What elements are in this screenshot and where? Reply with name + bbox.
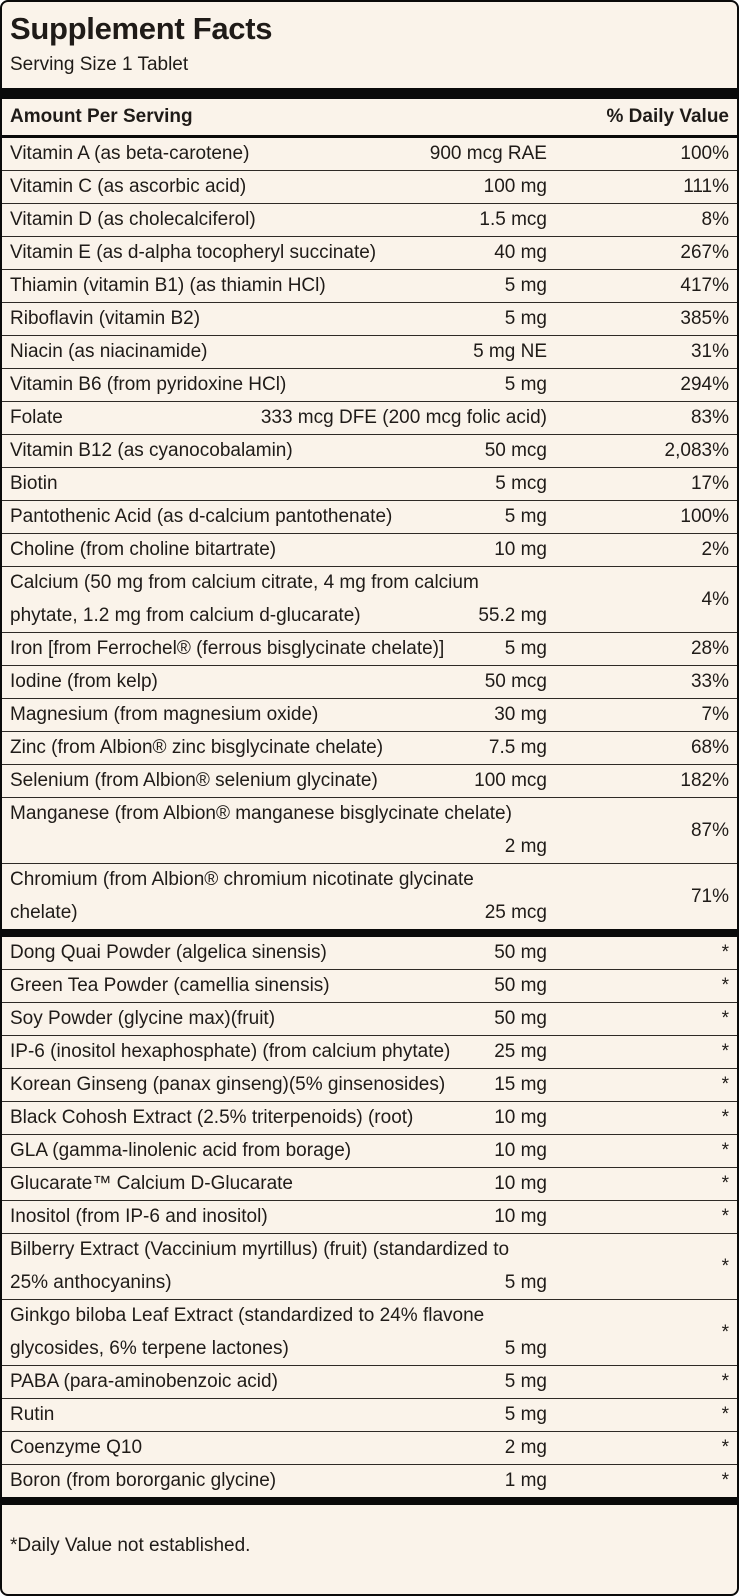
ingredient-cell <box>10 369 547 401</box>
ingredient-name-continued: glycosides, 6% terpene lactones) <box>10 1338 289 1359</box>
ingredient-name: Iodine (from kelp) <box>10 671 158 692</box>
serving-size: Serving Size 1 Tablet <box>10 54 189 75</box>
ingredient-name: Zinc (from Albion® zinc bisglycinate chelate) <box>10 737 384 758</box>
table-row <box>2 336 737 369</box>
ingredient-name: PABA (para-aminobenzoic acid) <box>10 1371 278 1392</box>
table-row <box>2 171 737 204</box>
ingredient-amount: 2 mg <box>504 836 547 857</box>
ingredient-name: Pantothenic Acid (as d-calcium pantothenate) <box>10 506 393 527</box>
ingredient-cell <box>10 765 547 797</box>
table-row <box>2 699 737 732</box>
ingredient-name: Bilberry Extract (Vaccinium myrtillus) (fruit) (standardized to <box>10 1239 510 1260</box>
daily-value: * <box>721 1074 729 1095</box>
divider-thick-middle <box>2 929 737 937</box>
ingredient-cell <box>10 798 547 863</box>
divider-thick-top <box>2 88 737 99</box>
ingredient-amount: 25 mcg <box>484 902 547 923</box>
ingredient-cell <box>10 534 547 566</box>
ingredient-name: Iron [from Ferrochel® (ferrous bisglycinate chelate)] <box>10 638 445 659</box>
daily-value: 100% <box>680 143 729 164</box>
daily-value: 2,083% <box>664 440 729 461</box>
table-row <box>2 237 737 270</box>
ingredient-name: Manganese (from Albion® manganese bisglycinate chelate) <box>10 803 512 824</box>
table-row <box>2 732 737 765</box>
ingredient-name: Vitamin B12 (as cyanocobalamin) <box>10 440 293 461</box>
ingredient-name-continued: 25% anthocyanins) <box>10 1272 172 1293</box>
ingredient-cell <box>10 1201 547 1233</box>
ingredient-amount: 5 mg <box>504 1272 547 1293</box>
ingredient-name: Inositol (from IP-6 and inositol) <box>10 1206 268 1227</box>
ingredient-cell <box>10 336 547 368</box>
daily-value: 83% <box>690 407 729 428</box>
ingredient-cell <box>10 1366 547 1398</box>
daily-value: 267% <box>680 242 729 263</box>
ingredient-name: Choline (from choline bitartrate) <box>10 539 277 560</box>
ingredient-cell <box>10 1168 547 1200</box>
ingredient-amount: 2 mg <box>504 1437 547 1458</box>
daily-value: 28% <box>690 638 729 659</box>
table-row <box>2 567 737 633</box>
ingredient-name: GLA (gamma-linolenic acid from borage) <box>10 1140 352 1161</box>
daily-value: 2% <box>701 539 729 560</box>
ingredient-name: Boron (from bororganic glycine) <box>10 1470 277 1491</box>
daily-value: 111% <box>683 176 729 197</box>
daily-value: 87% <box>690 819 729 841</box>
ingredient-cell <box>10 970 547 1002</box>
daily-value: 17% <box>690 473 729 494</box>
ingredient-name: Magnesium (from magnesium oxide) <box>10 704 319 725</box>
ingredient-cell <box>10 633 547 665</box>
ingredient-cell <box>10 171 547 203</box>
ingredient-amount: 7.5 mg <box>488 737 547 758</box>
ingredient-name: Korean Ginseng (panax ginseng)(5% ginsenosides) <box>10 1074 446 1095</box>
table-row <box>2 1168 737 1201</box>
table-row <box>2 1234 737 1300</box>
ingredient-amount: 30 mg <box>494 704 547 725</box>
ingredient-amount: 50 mg <box>494 1008 547 1029</box>
daily-value: * <box>721 1206 729 1227</box>
ingredient-amount: 5 mg <box>504 275 547 296</box>
ingredient-amount: 5 mg <box>504 374 547 395</box>
ingredient-cell <box>10 1069 547 1101</box>
table-row <box>2 1003 737 1036</box>
ingredient-name: Green Tea Powder (camellia sinensis) <box>10 975 330 996</box>
table-row <box>2 864 737 929</box>
ingredient-amount: 50 mg <box>494 942 547 963</box>
ingredient-name: Black Cohosh Extract (2.5% triterpenoids) (root) <box>10 1107 414 1128</box>
table-header <box>2 99 737 138</box>
daily-value: 4% <box>701 588 729 610</box>
amount-per-serving-header: Amount Per Serving <box>10 106 193 127</box>
table-row <box>2 1432 737 1465</box>
ingredient-amount: 50 mcg <box>484 671 547 692</box>
ingredient-name: Selenium (from Albion® selenium glycinate) <box>10 770 378 791</box>
footnote: *Daily Value not established. <box>10 1535 251 1556</box>
ingredient-cell <box>10 567 547 632</box>
ingredient-amount: 15 mg <box>494 1074 547 1095</box>
table-row <box>2 1102 737 1135</box>
ingredient-name-continued: phytate, 1.2 mg from calcium d-glucarate) <box>10 605 361 626</box>
ingredient-amount: 1 mg <box>504 1470 547 1491</box>
table-row <box>2 1300 737 1366</box>
ingredient-cell <box>10 1300 547 1365</box>
table-row <box>2 138 737 171</box>
table-row <box>2 402 737 435</box>
ingredient-amount: 900 mcg RAE <box>429 143 547 164</box>
table-row <box>2 369 737 402</box>
ingredient-cell <box>10 864 547 929</box>
table-row <box>2 633 737 666</box>
ingredient-name: IP-6 (inositol hexaphosphate) (from calcium phytate) <box>10 1041 451 1062</box>
ingredient-cell <box>10 1003 547 1035</box>
ingredient-cell <box>10 732 547 764</box>
table-row <box>2 1399 737 1432</box>
ingredient-name: Dong Quai Powder (algelica sinensis) <box>10 942 327 963</box>
table-row <box>2 204 737 237</box>
ingredient-cell <box>10 501 547 533</box>
daily-value: * <box>721 975 729 996</box>
daily-value: * <box>721 1255 729 1277</box>
table-row <box>2 435 737 468</box>
ingredient-cell <box>10 937 547 969</box>
daily-value: 7% <box>701 704 729 725</box>
table-row <box>2 303 737 336</box>
ingredient-cell <box>10 237 547 269</box>
ingredient-name: Vitamin A (as beta-carotene) <box>10 143 250 164</box>
daily-value: 385% <box>680 308 729 329</box>
page-title: Supplement Facts <box>10 11 273 46</box>
ingredient-amount: 5 mg <box>504 1371 547 1392</box>
ingredient-amount: 5 mg NE <box>473 341 547 362</box>
table-row <box>2 1036 737 1069</box>
daily-value: * <box>721 1041 729 1062</box>
daily-value: 31% <box>690 341 729 362</box>
ingredient-cell <box>10 204 547 236</box>
daily-value: * <box>721 942 729 963</box>
botanicals-section <box>2 937 737 1497</box>
table-row <box>2 970 737 1003</box>
ingredient-name: Soy Powder (glycine max)(fruit) <box>10 1008 276 1029</box>
daily-value: * <box>721 1173 729 1194</box>
ingredient-amount: 10 mg <box>494 1107 547 1128</box>
table-row <box>2 270 737 303</box>
nutrients-section <box>2 138 737 929</box>
table-row <box>2 666 737 699</box>
table-row <box>2 1465 737 1497</box>
ingredient-amount: 5 mg <box>504 638 547 659</box>
ingredient-amount: 10 mg <box>494 539 547 560</box>
ingredient-cell <box>10 1036 547 1068</box>
ingredient-name: Biotin <box>10 473 58 494</box>
daily-value: 417% <box>680 275 729 296</box>
ingredient-amount: 50 mcg <box>484 440 547 461</box>
ingredient-name: Ginkgo biloba Leaf Extract (standardized to 24% flavone <box>10 1305 485 1326</box>
table-row <box>2 1201 737 1234</box>
ingredient-cell <box>10 270 547 302</box>
ingredient-cell <box>10 303 547 335</box>
ingredient-name: Vitamin E (as d-alpha tocopheryl succinate) <box>10 242 377 263</box>
ingredient-amount: 5 mcg <box>495 473 547 494</box>
ingredient-name: Chromium (from Albion® chromium nicotinate glycinate <box>10 869 474 890</box>
ingredient-amount: 10 mg <box>494 1206 547 1227</box>
table-row <box>2 501 737 534</box>
daily-value: 71% <box>690 885 729 907</box>
table-row <box>2 1135 737 1168</box>
ingredient-amount: 5 mg <box>504 1404 547 1425</box>
ingredient-amount: 25 mg <box>494 1041 547 1062</box>
ingredient-cell <box>10 138 547 170</box>
ingredient-name: Calcium (50 mg from calcium citrate, 4 mg from calcium <box>10 572 479 593</box>
ingredient-name: Vitamin B6 (from pyridoxine HCl) <box>10 374 287 395</box>
ingredient-amount: 5 mg <box>504 1338 547 1359</box>
ingredient-name: Riboflavin (vitamin B2) <box>10 308 201 329</box>
ingredient-amount: 100 mg <box>483 176 547 197</box>
ingredient-amount: 5 mg <box>504 308 547 329</box>
ingredient-cell <box>10 1465 547 1497</box>
table-row <box>2 534 737 567</box>
ingredient-cell <box>10 435 547 467</box>
ingredient-amount: 100 mcg <box>474 770 547 791</box>
daily-value: * <box>721 1140 729 1161</box>
ingredient-cell <box>10 1135 547 1167</box>
divider-thick-bottom <box>2 1497 737 1505</box>
ingredient-cell <box>10 468 547 500</box>
ingredient-cell <box>10 1432 547 1464</box>
daily-value: * <box>721 1437 729 1458</box>
table-row <box>2 468 737 501</box>
ingredient-name: Thiamin (vitamin B1) (as thiamin HCl) <box>10 275 326 296</box>
daily-value-header: % Daily Value <box>606 106 729 127</box>
ingredient-cell <box>10 402 547 434</box>
daily-value: 68% <box>690 737 729 758</box>
ingredient-amount: 10 mg <box>494 1173 547 1194</box>
ingredient-name: Folate <box>10 407 63 428</box>
ingredient-name: Coenzyme Q10 <box>10 1437 143 1458</box>
ingredient-name: Niacin (as niacinamide) <box>10 341 208 362</box>
table-row <box>2 1366 737 1399</box>
ingredient-amount: 5 mg <box>504 506 547 527</box>
ingredient-amount: 333 mcg DFE (200 mcg folic acid) <box>260 407 547 428</box>
ingredient-name: Vitamin D (as cholecalciferol) <box>10 209 256 230</box>
table-row <box>2 1069 737 1102</box>
ingredient-cell <box>10 1399 547 1431</box>
daily-value: * <box>721 1371 729 1392</box>
ingredient-name-continued: chelate) <box>10 902 78 923</box>
ingredient-amount: 10 mg <box>494 1140 547 1161</box>
daily-value: 294% <box>680 374 729 395</box>
daily-value: * <box>721 1404 729 1425</box>
ingredient-cell <box>10 699 547 731</box>
table-row <box>2 937 737 970</box>
daily-value: 33% <box>690 671 729 692</box>
daily-value: 100% <box>680 506 729 527</box>
ingredient-amount: 1.5 mcg <box>479 209 547 230</box>
daily-value: * <box>721 1321 729 1343</box>
ingredient-cell <box>10 1102 547 1134</box>
daily-value: * <box>721 1107 729 1128</box>
ingredient-name: Glucarate™ Calcium D-Glucarate <box>10 1173 293 1194</box>
ingredient-amount: 40 mg <box>494 242 547 263</box>
table-row <box>2 765 737 798</box>
ingredient-amount: 50 mg <box>494 975 547 996</box>
ingredient-name: Rutin <box>10 1404 55 1425</box>
daily-value: * <box>721 1470 729 1491</box>
ingredient-name: Vitamin C (as ascorbic acid) <box>10 176 247 197</box>
ingredient-amount: 55.2 mg <box>478 605 547 626</box>
daily-value: 182% <box>680 770 729 791</box>
daily-value: 8% <box>701 209 729 230</box>
ingredient-cell <box>10 666 547 698</box>
daily-value: * <box>721 1008 729 1029</box>
ingredient-cell <box>10 1234 547 1299</box>
table-row <box>2 798 737 864</box>
